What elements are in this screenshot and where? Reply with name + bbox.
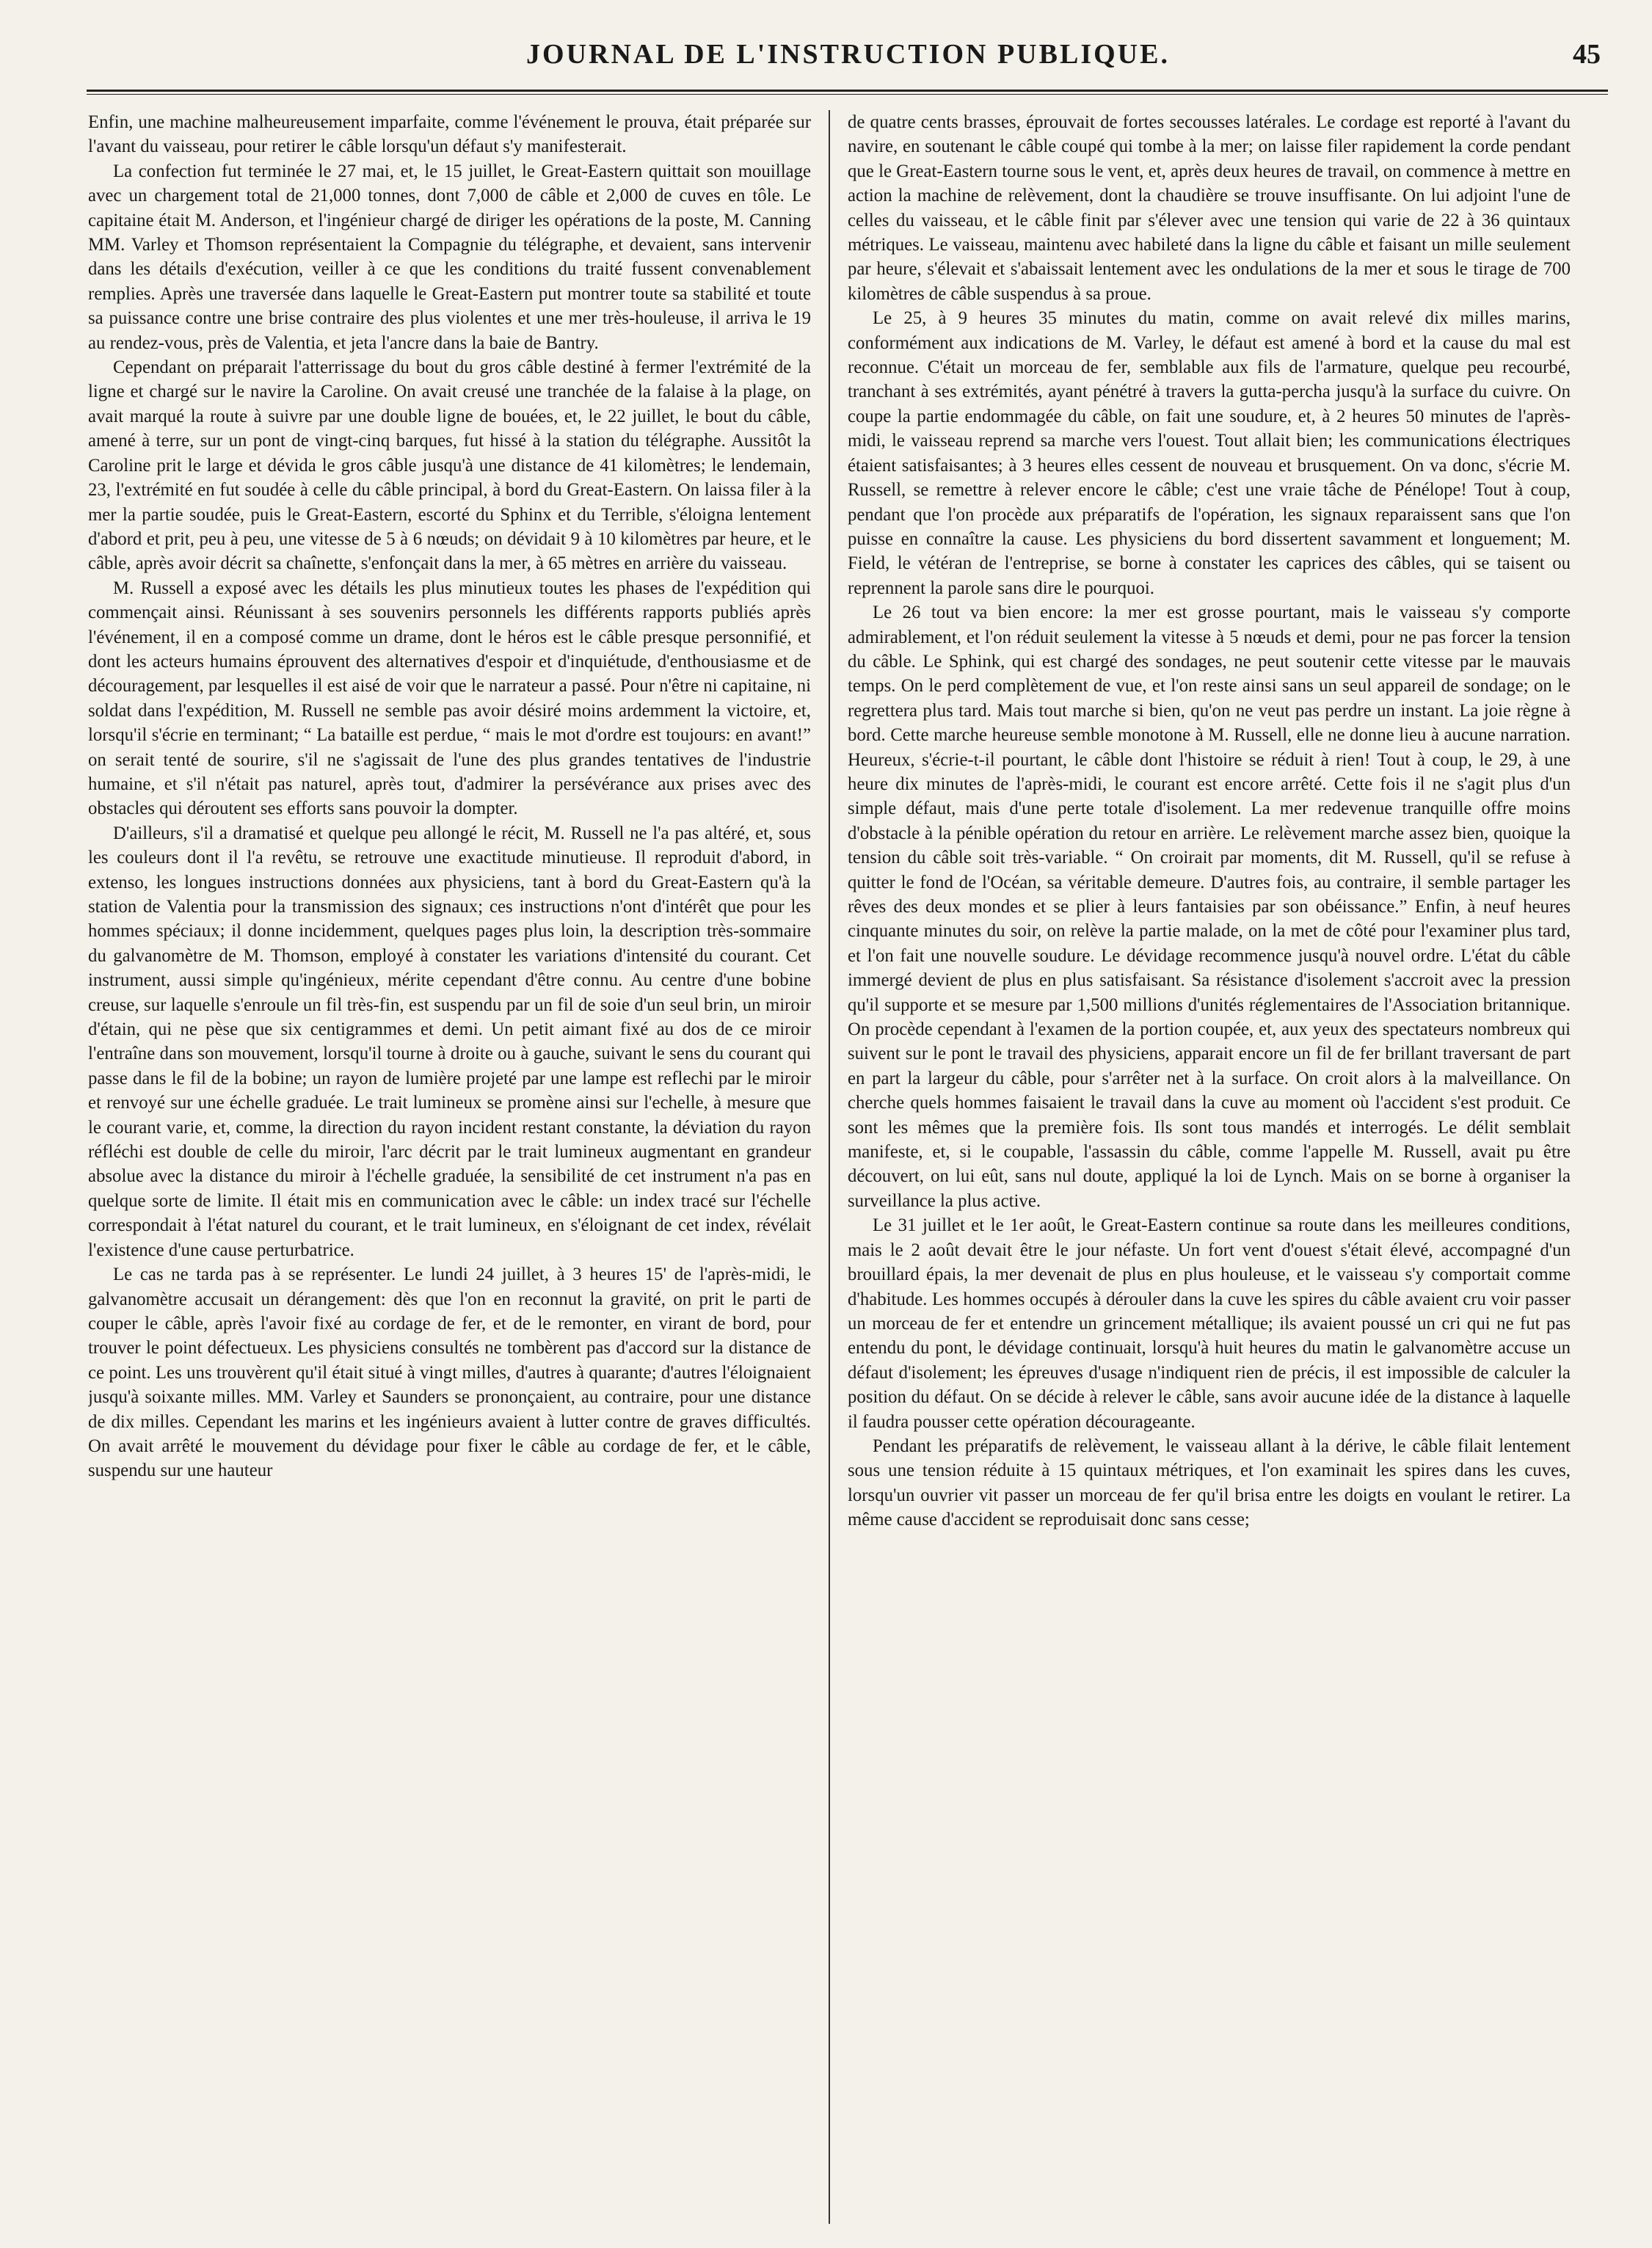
paragraph: Enfin, une machine malheureusement imparfaite, comme l'événement le prouva, était préparée sur l'avant du vaisseau, pour retirer le câble lorsqu'un défaut s'y manifesterait. (88, 112, 811, 157)
running-title: JOURNAL DE L'INSTRUCTION PUBLIQUE. (526, 39, 1170, 70)
paragraph: Pendant les préparatifs de relèvement, le vaisseau allant à la dérive, le câble filait lentement sous une tension réduite à 15 quintaux métriques, et l'on examinait les spires dans les cuves, lorsqu'un ouvrier vit passer un morceau de fer qu'il brisa entre les doigts en voulant le retirer. La même cause d'accident se reproduisait donc sans cesse; (848, 1436, 1571, 1530)
text-columns (88, 110, 1571, 2224)
page-header (88, 38, 1608, 82)
header-rule (87, 90, 1608, 95)
paragraph: Le cas ne tarda pas à se représenter. Le lundi 24 juillet, à 3 heures 15' de l'après-midi, le galvanomètre accusait un dérangement: dès que l'on en reconnut la gravité, on prit le parti de couper le câble, après l'avoir fixé au cordage de fer, et de le remonter, en virant de bord, pour trouver le point défectueux. Les physiciens consultés ne tombèrent pas d'accord sur la distance de ce point. Les uns trouvèrent qu'il était situé à vingt milles, d'autres à quarante; d'autres l'éloignaient jusqu'à soixante milles. MM. Varley et Saunders se prononçaient, au contraire, pour une distance de dix milles. Cependant les marins et les ingénieurs avaient à lutter contre de graves difficultés. On avait arrêté le mouvement du dévidage pour fixer le câble au cordage de fer, et le câble, suspendu sur une hauteur (88, 1265, 811, 1481)
paragraph: La confection fut terminée le 27 mai, et, le 15 juillet, le Great-Eastern quittait son mouillage avec un chargement total de 21,000 tonnes, dont 7,000 de câble et 2,000 de cuves en tôle. Le capitaine était M. Anderson, et l'ingénieur chargé de diriger les opérations de la poste, M. Canning MM. Varley et Thomson représentaient la Compagnie du télégraphe, et devaient, sans intervenir dans les détails d'exécution, veiller à ce que les conditions du traité fussent convenablement remplies. Après une traversée dans laquelle le Great-Eastern put montrer toute sa stabilité et toute sa puissance contre une brise contraire des plus violentes et une mer très-houleuse, il arriva le 19 au rendez-vous, près de Valentia, et jeta l'ancre dans la baie de Bantry. (88, 161, 811, 353)
paragraph: Cependant on préparait l'atterrissage du bout du gros câble destiné à fermer l'extrémité de la ligne et chargé sur le navire la Caroline. On avait creusé une tranchée de la falaise à la plage, on avait marqué la route à suivre par une double ligne de bouées, et, le 22 juillet, le bout du câble, amené à terre, sur un pont de vingt-cinq barques, fut hissé à la station du télégraphe. Aussitôt la Caroline prit le large et dévida le gros câble jusqu'à une distance de 41 kilomètres; le lendemain, 23, l'extrémité en fut soudée à celle du câble principal, à bord du Great-Eastern. On laissa filer à la mer la partie soudée, puis le Great-Eastern, escorté du Sphinx et du Terrible, s'éloigna lentement d'abord et prit, peu à peu, une vitesse de 5 à 6 nœuds; on dévidait 9 à 10 kilomètres par heure, et le câble, après avoir décrit sa chaînette, s'enfonçait dans la mer, à 65 mètres en arrière du vaisseau. (88, 357, 811, 574)
column-left (88, 110, 811, 2224)
paragraph: de quatre cents brasses, éprouvait de fortes secousses latérales. Le cordage est reporté à l'avant du navire, en soutenant le câble coupé qui tombe à la mer; on laisse filer rapidement la corde pendant que le Great-Eastern tourne sous le vent, et, après deux heures de travail, on commence à mettre en action la machine de relèvement, dont la chaudière se trouve insuffisante. On lui adjoint l'une de celles du vaisseau, et le câble finit par s'élever avec une tension qui varie de 22 à 36 quintaux métriques. Le vaisseau, maintenu avec habileté dans la ligne du câble et faisant un mille seulement par heure, s'élevait et s'abaissait lentement avec les ondulations de la mer et sous le tirage de 700 kilomètres de câble suspendus à sa proue. (848, 112, 1571, 304)
column-right (848, 110, 1571, 2224)
paragraph: D'ailleurs, s'il a dramatisé et quelque peu allongé le récit, M. Russell ne l'a pas altéré, et, sous les couleurs dont il l'a revêtu, se retrouve une exactitude minutieuse. Il reproduit d'abord, in extenso, les longues instructions données aux physiciens, tant à bord du Great-Eastern qu'à la station de Valentia pour la transmission des signaux; ces instructions n'ont d'intérêt que pour les hommes spéciaux; il donne incidemment, quelques pages plus loin, la description très-sommaire du galvanomètre de M. Thomson, employé à constater les variations d'intensité du courant. Cet instrument, aussi simple qu'ingénieux, mérite cependant d'être connu. Au centre d'une bobine creuse, sur laquelle s'enroule un fil très-fin, est suspendu par un fil de soie d'un seul brin, un miroir d'étain, qui ne pèse que six centigrammes et demi. Un petit aimant fixé au dos de ce miroir l'entraîne dans son mouvement, lorsqu'il tourne à droite ou à gauche, suivant le sens du courant qui passe dans le fil de la bobine; un rayon de lumière projeté par une lampe est reflechi par le miroir et renvoyé sur une échelle graduée. Le trait lumineux se promène ainsi sur l'echelle, à mesure que le courant varie, et, comme, la direction du rayon incident restant constante, la déviation du rayon réfléchi est double de celle du miroir, l'arc décrit par le trait lumineux augmentant en grandeur absolue avec la distance du miroir à l'échelle graduée, la sensibilité de cet instrument n'a pas en quelque sorte de limite. Il était mis en communication avec le câble: un index tracé sur l'échelle correspondait à l'état naturel du courant, et le trait lumineux, en s'éloignant de cet index, révélait l'existence d'une cause perturbatrice. (88, 823, 811, 1260)
paragraph: M. Russell a exposé avec les détails les plus minutieux toutes les phases de l'expédition qui commençait ainsi. Réunissant à ses souvenirs personnels les différents rapports publiés après l'événement, il en a composé comme un drame, dont le héros est le câble presque personnifié, et dont les acteurs humains éprouvent des alternatives d'espoir et d'inquiétude, d'enthousiasme et de découragement, par lesquelles il est aisé de voir que le narrateur a passé. Pour n'être ni capitaine, ni soldat dans l'expédition, M. Russell ne semble pas avoir désiré moins ardemment la victoire, et, lorsqu'il s'écrie en terminant; “ La bataille est perdue, “ mais le mot d'ordre est toujours: en avant!” on serait tenté de sourire, s'il ne s'agissait de l'une des plus grandes tentatives de l'industrie humaine, et s'il n'était pas naturel, après tout, d'admirer la persévérance aux prises avec des obstacles qui déroutent ses efforts sans pouvoir la dompter. (88, 578, 811, 819)
column-divider (829, 110, 830, 2224)
paragraph: Le 25, à 9 heures 35 minutes du matin, comme on avait relevé dix milles marins, conformément aux indications de M. Varley, le défaut est amené à bord et la cause du mal est reconnue. C'était un morceau de fer, semblable aux fils de l'armature, quelque peu recourbé, tranchant à ses extrémités, ayant pénétré à travers la gutta-percha jusqu'à la surface du cuivre. On coupe la partie endommagée du câble, on fait une soudure, et, à 2 heures 50 minutes de l'après-midi, le vaisseau reprend sa marche vers l'ouest. Tout allait bien; les communications électriques étaient satisfaisantes; à 3 heures elles cessent de nouveau et brusquement. On va donc, s'écrie M. Russell, se remettre à relever encore le câble; c'est une vraie tâche de Pénélope! Tout à coup, pendant que l'on procède aux préparatifs de l'opération, les signaux reparaissent sans que l'on puisse en connaître la cause. Les physiciens du bord dissertent savamment et longuement; M. Field, le vétéran de l'entreprise, se borne à constater les caprices des câbles, qui se taisent ou reprennent la parole sans dire le pourquoi. (848, 308, 1571, 598)
paragraph: Le 31 juillet et le 1er août, le Great-Eastern continue sa route dans les meilleures conditions, mais le 2 août devait être le jour néfaste. Un fort vent d'ouest s'était élevé, accompagné d'un brouillard épais, la mer devenait de plus en plus houleuse, et le vaisseau s'y comportait comme d'habitude. Les hommes occupés à dérouler dans la cuve les spires du câble avaient cru voir passer un morceau de fer et entendre un grincement métallique; ils avaient poussé un cri qui ne fut pas entendu du pont, le dévidage continuait, lorsqu'à huit heures du matin le galvanomètre accuse un défaut d'isolement; les épreuves d'usage n'indiquent rien de précis, il est impossible de calculer la position du défaut. On se décide à relever le câble, sans avoir aucune idée de la distance à laquelle il faudra pousser cette opération décourageante. (848, 1215, 1571, 1432)
paragraph: Le 26 tout va bien encore: la mer est grosse pourtant, mais le vaisseau s'y comporte admirablement, et l'on réduit seulement la vitesse à 5 nœuds et demi, pour ne pas forcer la tension du câble. Le Sphink, qui est chargé des sondages, ne peut soutenir cette vitesse par le mauvais temps. On le perd complètement de vue, et l'on reste ainsi sans un seul appareil de sondage; on le regrettera plus tard. Mais tout marche si bien, qu'on ne veut pas perdre un instant. La joie règne à bord. Cette marche heureuse semble monotone à M. Russell, elle ne donne lieu à aucune narration. Heureux, s'écrie-t-il pourtant, le câble dont l'histoire se réduit à rien! Tout à coup, le 29, à une heure dix minutes de l'après-midi, le courant est encore arrêté. Cette fois il ne s'agit plus d'un simple défaut, mais d'une perte totale d'isolement. La mer redevenue tranquille offre moins d'obstacle à la pénible opération du retour en arrière. Le relèvement marche assez bien, quoique la tension du câble soit très-variable. “ On croirait par moments, dit M. Russell, qu'il se refuse à quitter le fond de l'Océan, sa véritable demeure. D'autres fois, au contraire, il semble partager les rêves des deux mondes et se plier à leurs fantaisies par son obéissance.” Enfin, à neuf heures cinquante minutes du soir, on relève la partie malade, on la met de côté pour l'examiner plus tard, et l'on fait une nouvelle soudure. Le dévidage recommence jusqu'à nouvel ordre. L'état du câble immergé devient de plus en plus satisfaisant. Sa résistance d'isolement s'accroit avec la pression qu'il supporte et se mesure par 1,500 millions d'unités réglementaires de l'Association britannique. On procède cependant à l'examen de la portion coupée, et, aux yeux des spectateurs nombreux qui suivent sur le pont le travail des physiciens, apparait encore un fil de fer brillant traversant de part en part la largeur du câble, pour s'arrêter net à la surface. On croit alors à la malveillance. On cherche quels hommes faisaient le travail dans la cuve au moment où l'accident s'est produit. Ce sont les mêmes que la première fois. Ils sont tous mandés et interrogés. Le délit semblait manifeste, et, si le coupable, l'assassin du câble, comme l'appelle M. Russell, avait pu être découvert, on lui eût, sans nul doute, appliqué la loi de Lynch. Mais on se borne à organiser la surveillance la plus active. (848, 603, 1571, 1211)
page-number: 45 (1573, 39, 1601, 70)
